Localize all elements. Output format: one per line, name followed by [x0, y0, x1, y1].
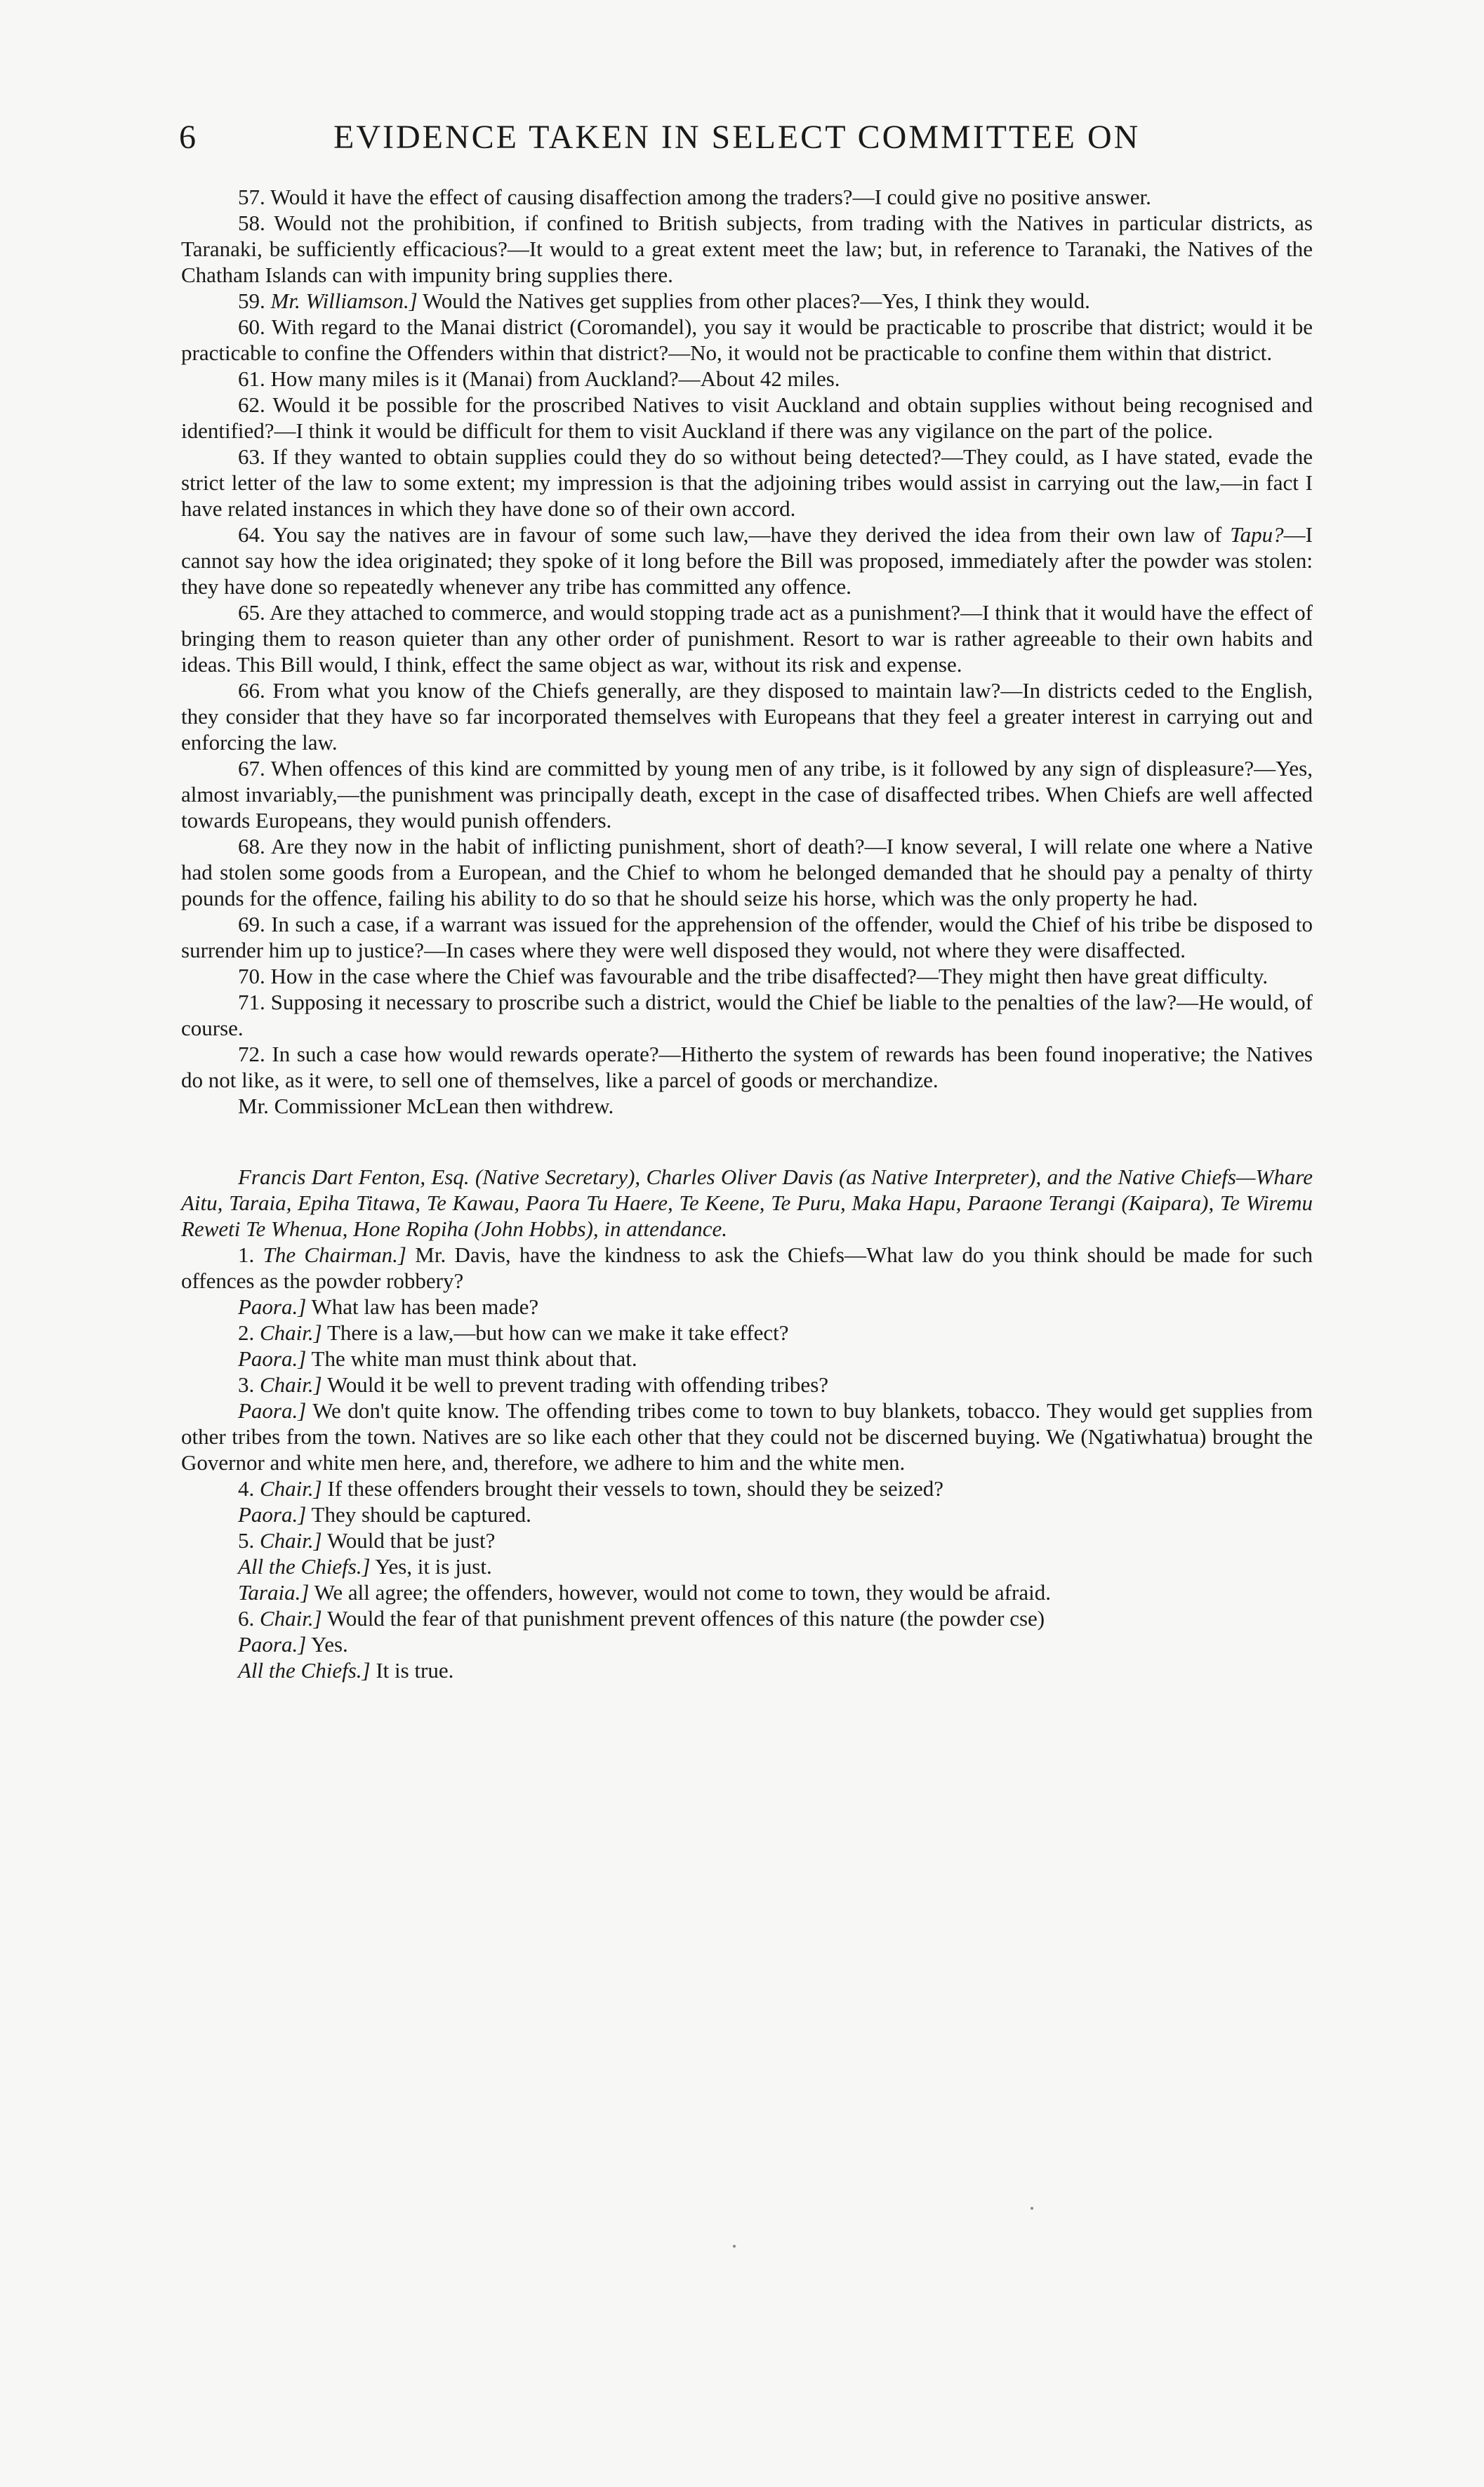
question-69: 69. In such a case, if a warrant was issued for the apprehension of the offender, would the Chief of his tribe be disposed to surrender him up to justice?—In cases where they were well disposed they would, not where they were disaffected. — [181, 912, 1313, 962]
exchange-q1: 1. The Chairman.] Mr. Davis, have the kindness to ask the Chiefs—What law do you think should be made for such offences as the powder robbery? — [181, 1242, 1313, 1293]
page-number: 6 — [179, 119, 196, 156]
speaker-label: Chair.] — [260, 1528, 322, 1553]
exchange-q3: 3. Chair.] Would it be well to prevent trading with offending tribes? — [238, 1372, 829, 1397]
question-62: 62. Would it be possible for the proscribed Natives to visit Auckland and obtain supplies without being recognised and identified?—I think it would be difficult for them to visit Auckland if there was any vigilance on the part of the police. — [181, 392, 1313, 443]
speaker-label: All the Chiefs.] — [238, 1554, 371, 1579]
exchange-a4: Paora.] They should be captured. — [238, 1502, 531, 1527]
speaker-label: Paora.] — [238, 1398, 307, 1423]
running-title: EVIDENCE TAKEN IN SELECT COMMITTEE ON — [333, 119, 1141, 156]
speaker-label: Chair.] — [260, 1372, 322, 1397]
speaker-label: The Chairman.] — [263, 1242, 406, 1267]
question-65: 65. Are they attached to commerce, and would stopping trade act as a punishment?—I think that it would have the effect of bringing them to reason quieter than any other order of punishment. Resort to war is rather agreeable to their own habits and ideas. This Bill would, I think, effect the same object as war, without its risk and expense. — [181, 600, 1313, 677]
question-59: 59. Mr. Williamson.] Would the Natives get supplies from other places?—Yes, I think they would. — [238, 289, 1090, 313]
speaker-label: Mr. Williamson.] — [270, 289, 418, 313]
question-67: 67. When offences of this kind are committed by young men of any tribe, is it followed by any sign of displeasure?—Yes, almost invariably,—the punishment was principally death, except in the case of disaffected tribes. When Chiefs are well affected towards Europeans, they would punish offenders. — [181, 756, 1313, 833]
speaker-label: Paora.] — [238, 1502, 307, 1527]
speaker-label: Chair.] — [260, 1606, 322, 1631]
question-72: 72. In such a case how would rewards operate?—Hitherto the system of rewards has been found inoperative; the Natives do not like, as it were, to sell one of themselves, like a parcel of goods or merchandize. — [181, 1042, 1313, 1092]
exchange-a3: Paora.] We don't quite know. The offending tribes come to town to buy blankets, tobacco. They would get supplies from other tribes from the town. Natives are so like each other that they could not be discerned buying. We (Ngatiwhatua) brought the Governor and white men here, and, therefore, we adhere to him and the white men. — [181, 1398, 1313, 1475]
speaker-label: All the Chiefs.] — [238, 1658, 371, 1683]
exchange-q2: 2. Chair.] There is a law,—but how can we make it take effect? — [238, 1320, 789, 1345]
print-speck — [733, 2245, 736, 2248]
exchange-q4: 4. Chair.] If these offenders brought their vessels to town, should they be seized? — [238, 1476, 944, 1501]
question-63: 63. If they wanted to obtain supplies could they do so without being detected?—They could, as I have stated, evade the strict letter of the law to some extent; my impression is that the adjoining tribes would assist in carrying out the law,—in fact I have related instances in which they have done so of their own accord. — [181, 444, 1313, 521]
question-68: 68. Are they now in the habit of inflicting punishment, short of death?—I know several, I will relate one where a Native had stolen some goods from a European, and the Chief to whom he belonged demanded that he should pay a penalty of thirty pounds for the offence, failing his ability to do so that he should seize his horse, which was the only property he had. — [181, 834, 1313, 910]
speaker-label: Paora.] — [238, 1632, 307, 1657]
page-header — [179, 118, 1316, 174]
exchange-a6b: All the Chiefs.] It is true. — [238, 1658, 454, 1683]
speaker-label: Paora.] — [238, 1294, 307, 1319]
question-60: 60. With regard to the Manai district (Coromandel), you say it would be practicable to proscribe that district; would it be practicable to confine the Offenders within that district?—No, it would not be practicable to confine them within that district. — [181, 314, 1313, 365]
exchange-q6: 6. Chair.] Would the fear of that punishment prevent offences of this nature (the powder cse) — [238, 1606, 1045, 1631]
question-70: 70. How in the case where the Chief was favourable and the tribe disaffected?—They might then have great difficulty. — [238, 964, 1268, 988]
document-body — [181, 184, 1313, 1683]
question-66: 66. From what you know of the Chiefs generally, are they disposed to maintain law?—In districts ceded to the English, they consider that they have so far incorporated themselves with Europeans that they feel a greater interest in carrying out and enforcing the law. — [181, 678, 1313, 755]
question-64: 64. You say the natives are in favour of some such law,—have they derived the idea from their own law of Tapu?—I cannot say how the idea originated; they spoke of it long before the Bill was proposed, immediately after the powder was stolen: they have done so repeatedly whenever any tribe has committed any offence. — [181, 522, 1313, 599]
question-71: 71. Supposing it necessary to proscribe such a district, would the Chief be liable to the penalties of the law?—He would, of course. — [181, 990, 1313, 1040]
exchange-a2: Paora.] The white man must think about that. — [238, 1346, 637, 1371]
attendance-list: Francis Dart Fenton, Esq. (Native Secretary), Charles Oliver Davis (as Native Interpreter), and the Native Chiefs—Whare Aitu, Taraia, Epiha Titawa, Te Kawau, Paora Tu Haere, Te Keene, Te Puru, Maka Hapu, Paraone Terangi (Kaipara), Te Wiremu Reweti Te Whenua, Hone Ropiha (John Hobbs), in attendance. — [181, 1165, 1313, 1241]
speaker-label: Chair.] — [260, 1320, 322, 1345]
exchange-a1: Paora.] What law has been made? — [238, 1294, 539, 1319]
exchange-a6: Paora.] Yes. — [238, 1632, 348, 1657]
speaker-label: Chair.] — [260, 1476, 322, 1501]
question-61: 61. How many miles is it (Manai) from Auckland?—About 42 miles. — [238, 366, 840, 391]
speaker-label: Paora.] — [238, 1346, 307, 1371]
question-57: 57. Would it have the effect of causing disaffection among the traders?—I could give no positive answer. — [238, 185, 1151, 209]
speaker-label: Taraia.] — [238, 1580, 310, 1605]
print-speck — [1031, 2207, 1033, 2210]
withdrawal-note: Mr. Commissioner McLean then withdrew. — [238, 1094, 614, 1118]
exchange-a5: All the Chiefs.] Yes, it is just. — [238, 1554, 492, 1579]
question-58: 58. Would not the prohibition, if confined to British subjects, from trading with the Natives in particular districts, as Taranaki, be sufficiently efficacious?—It would to a great extent meet the law; but, in reference to Taranaki, the Natives of the Chatham Islands can with impunity bring supplies there. — [181, 211, 1313, 287]
exchange-a5b: Taraia.] We all agree; the offenders, however, would not come to town, they would be afraid. — [238, 1580, 1051, 1605]
exchange-q5: 5. Chair.] Would that be just? — [238, 1528, 496, 1553]
